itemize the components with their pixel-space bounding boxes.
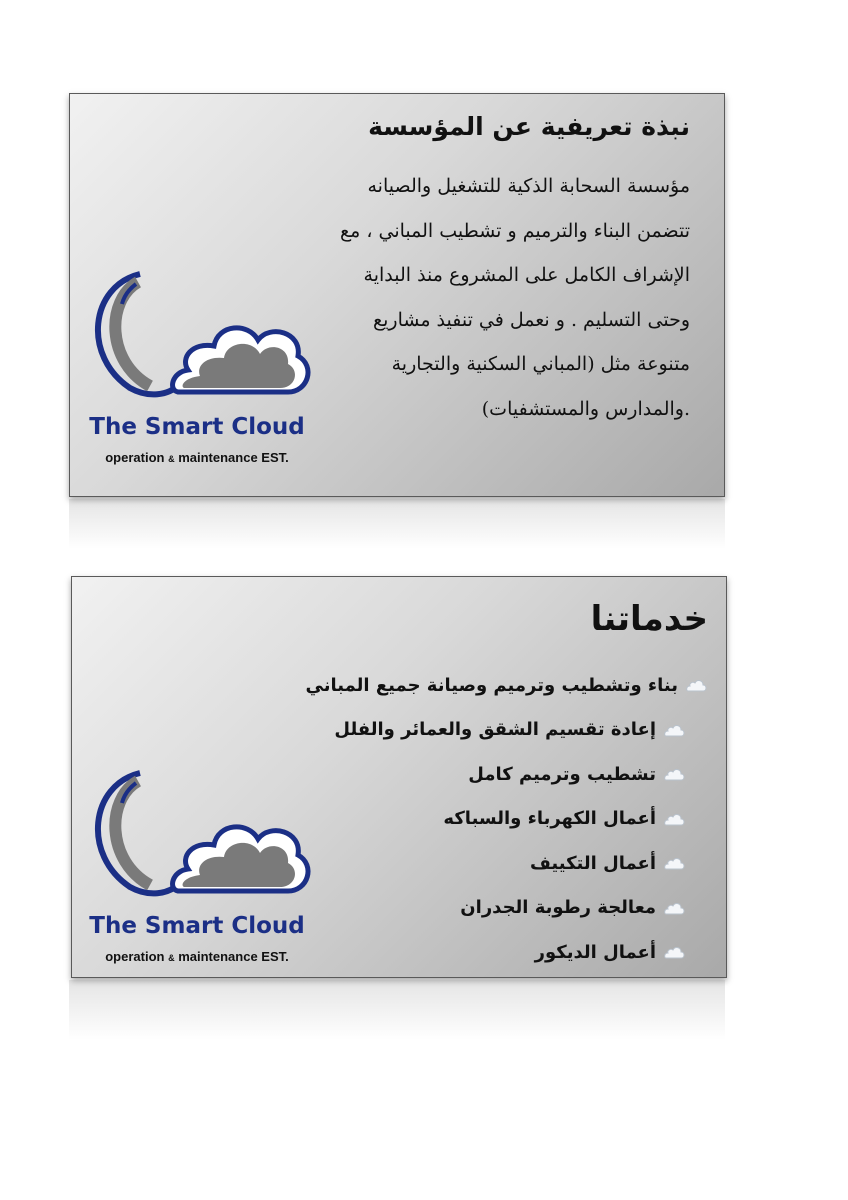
- about-title: نبذة تعريفية عن المؤسسة: [368, 112, 690, 141]
- service-item: أعمال الكهرباء والسباكه: [306, 797, 708, 842]
- service-item: أعمال التكييف: [306, 841, 708, 886]
- service-item: بناء وتشطيب وترميم وصيانة جميع المباني: [306, 663, 708, 708]
- brand-name: The Smart Cloud: [89, 414, 305, 440]
- about-line: متنوعة مثل (المباني السكنية والتجارية: [391, 353, 690, 376]
- services-list: [306, 663, 708, 975]
- brand-subtitle: operation & maintenance EST.: [105, 949, 289, 964]
- card-reflection: [69, 980, 725, 1040]
- about-line: تتضمن البناء والترميم و تشطيب المباني ، مع: [339, 219, 690, 242]
- cloud-icon: [684, 677, 708, 693]
- service-item: معالجة رطوبة الجدران: [306, 886, 708, 931]
- about-line: الإشراف الكامل على المشروع منذ البداية: [363, 264, 690, 287]
- cloud-logo-icon: [80, 266, 320, 416]
- cloud-icon: [662, 722, 686, 738]
- services-title: خدماتنا: [590, 599, 708, 639]
- about-line: وحتى التسليم . و نعمل في تنفيذ مشاريع: [373, 308, 690, 331]
- cloud-icon: [662, 900, 686, 916]
- about-text: [270, 164, 690, 432]
- brand-name: The Smart Cloud: [89, 913, 305, 939]
- cloud-icon: [662, 766, 686, 782]
- cloud-logo-icon: [80, 765, 320, 915]
- about-line: مؤسسة السحابة الذكية للتشغيل والصيانه: [367, 175, 690, 197]
- about-card: [69, 93, 725, 497]
- service-item: تشطيب وترميم كامل: [306, 752, 708, 797]
- company-logo: [80, 765, 320, 975]
- brand-subtitle: operation & maintenance EST.: [105, 450, 289, 465]
- service-item: أعمال الديكور: [306, 930, 708, 975]
- cloud-icon: [662, 855, 686, 871]
- service-item: إعادة تقسيم الشقق والعمائر والفلل: [306, 708, 708, 753]
- cloud-icon: [662, 811, 686, 827]
- services-card: [71, 576, 727, 978]
- card-reflection: [69, 499, 725, 549]
- cloud-icon: [662, 944, 686, 960]
- company-logo: [80, 266, 320, 476]
- about-line: .والمدارس والمستشفيات): [481, 397, 690, 420]
